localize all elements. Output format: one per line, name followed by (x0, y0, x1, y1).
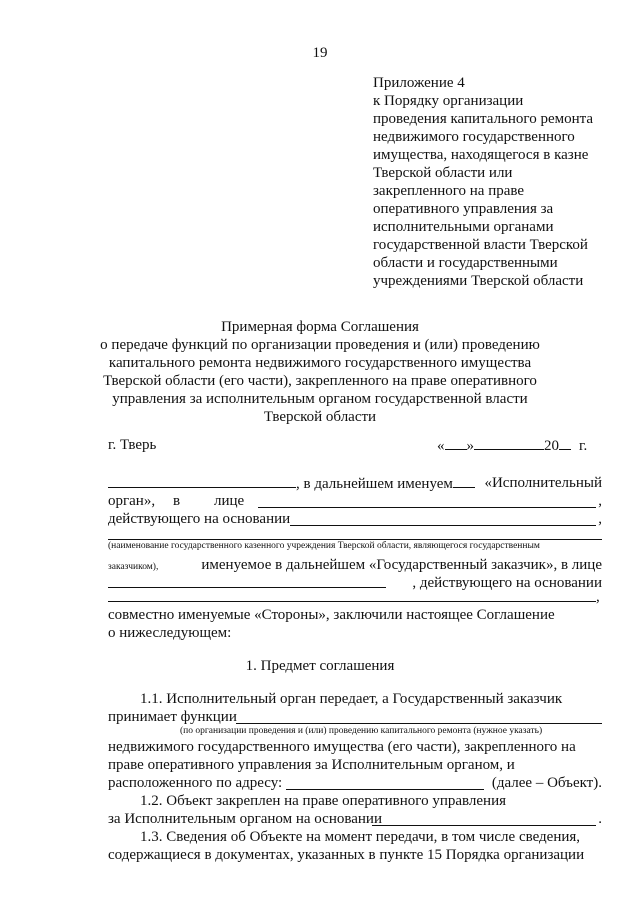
preamble-text: , в дальнейшем именуем (296, 476, 453, 492)
preamble-line-1 (108, 474, 602, 493)
preamble-line-6 (108, 606, 602, 624)
preamble-line-5 (108, 574, 602, 593)
month-blank[interactable] (474, 436, 544, 450)
year-blank[interactable] (559, 436, 571, 450)
day-blank[interactable] (445, 436, 467, 450)
clause-1-2-line-2: за Исполнительным органом на основании . (108, 811, 602, 827)
appendix-line: исполнительными органами (373, 219, 554, 235)
preamble-text: орган», (108, 493, 156, 509)
clause-text: (далее – Объект). (491, 775, 602, 791)
ownership-basis-blank[interactable] (372, 812, 596, 826)
preamble-line-7: о нижеследующем: (108, 625, 232, 641)
clause-1-1-line-3: недвижимого государственного имущества (его части), закрепленного на (108, 739, 576, 755)
clause-text: расположенного по адресу: (108, 775, 283, 791)
preamble-text: в (173, 493, 181, 509)
representative-blank[interactable] (258, 494, 596, 508)
customer-name-blank[interactable] (108, 539, 602, 540)
clause-1-1-line-5 (108, 774, 602, 792)
preamble-line-3: действующего на основании , (108, 511, 602, 527)
year-suffix: г. (579, 438, 588, 454)
functions-note: (по организации проведения и (или) проведению капитального ремонта (нужное указать) (180, 726, 543, 736)
appendix-line: Тверской области или (373, 165, 513, 181)
clause-1-3-line-2: содержащиеся в документах, указанных в пункте 15 Порядка организации (108, 847, 585, 863)
appendix-line: недвижимого государственного (373, 129, 575, 145)
title-line: капитального ремонта недвижимого государственного имущества (108, 355, 532, 371)
clause-1-1-line-4: праве оперативного управления за Исполнительным органом, и (108, 757, 515, 773)
preamble-text: действующего на основании (108, 511, 291, 527)
functions-blank[interactable] (236, 710, 602, 724)
title-line: Тверской области (263, 409, 377, 425)
preamble-line-4 (108, 556, 602, 574)
page-number: 19 (312, 45, 328, 61)
preamble-text: , действующего на основании (412, 575, 602, 591)
clause-1-2-line-1: 1.2. Объект закреплен на праве оперативного управления (140, 793, 506, 809)
title-line: Тверской области (его части), закрепленного на праве оперативного (103, 373, 537, 389)
date-close-quote: » (466, 438, 474, 454)
date-open-quote: « (437, 438, 445, 454)
document-page: 19 Приложение 4 к Порядку организации проведения капитального ремонта недвижимого государственного имущества, находящегося в казне Тверской области или закрепленного на праве оперативного управления за исполнительными органами государственной власти Тверской области и государственными учреждениями Тверской области Примерная форма Соглашения о передаче функций по организации проведения и (или) проведению капитального ремонта недвижимого государственного имущества Тверской области (его части), закрепленного на праве оперативного управления за исполнительным органом государственной власти Тверской области г. Тверь « » 20 г. , в дальнейшем именуем «Исполнительный орган», в лице , действующего на основании , (наименование государственного казенного учреждения Тверской области, являющегося государственным заказчиком), именуемое в дальнейшем «Государственный заказчик», в лице , действующего на основании , совместно именуемые «Стороны», заключили настоящее Соглашение о нижеследующем: 1. Предмет соглашения 1.1. Исполнительный орган передает, а Государственный заказчик принимает функции (по организации проведения и (или) проведению капитального ремонта (нужное указать) недвижимого государственного имущества (его части), закрепленного на праве оперативного управления за Исполнительным органом, и расположенного по адресу: (далее – Объект). 1.2. Объект закреплен на праве оперативного управления за Исполнительным органом на основании . 1.3. Сведения об Объекте на момент передачи, в том числе сведения, содержащиеся в документах, указанных в пункте 15 Порядка организации (0, 0, 640, 905)
section-heading: 1. Предмет соглашения (245, 658, 395, 674)
preamble-text: совместно именуемые «Стороны», заключили настоящее Соглашение (108, 607, 555, 623)
appendix-line: учреждениями Тверской области (373, 273, 584, 289)
appendix-line: Приложение 4 (373, 75, 465, 91)
appendix-line: имущества, находящегося в казне (373, 147, 589, 163)
title-line: о передаче функций по организации проведения и (или) проведению (100, 337, 540, 353)
appendix-line: области и государственными (373, 255, 558, 271)
clause-text: принимает функции (108, 709, 237, 725)
clause-text: за Исполнительным органом на основании (108, 811, 382, 827)
city-label: г. Тверь (108, 437, 157, 453)
basis-blank[interactable] (290, 512, 596, 526)
executive-organ-blank[interactable] (108, 474, 296, 488)
preamble-text: «Исполнительный (484, 475, 602, 491)
clause-1-1-line-2 (108, 708, 602, 726)
date-field (437, 436, 587, 455)
customer-basis-blank[interactable] (108, 601, 596, 602)
appendix-line: закрепленного на праве (373, 183, 525, 199)
suffix-blank[interactable] (453, 474, 475, 488)
clause-1-3-line-1: 1.3. Сведения об Объекте на момент передачи, в том числе сведения, (140, 829, 581, 845)
title-line: Примерная форма Соглашения (221, 319, 419, 335)
year-prefix: 20 (544, 438, 559, 454)
customer-name-note: (наименование государственного казенного учреждения Тверской области, являющегося государственным (108, 541, 540, 551)
preamble-text: именуемое в дальнейшем «Государственный заказчик», в лице (201, 557, 602, 573)
appendix-line: к Порядку организации (373, 93, 524, 109)
clause-1-1-line-1: 1.1. Исполнительный орган передает, а Государственный заказчик (140, 691, 563, 707)
title-line: управления за исполнительным органом государственной власти (112, 391, 528, 407)
appendix-line: оперативного управления за (373, 201, 554, 217)
appendix-line: проведения капитального ремонта (373, 111, 594, 127)
address-blank[interactable] (286, 776, 484, 790)
appendix-line: государственной власти Тверской (373, 237, 588, 253)
customer-representative-blank[interactable] (108, 574, 386, 588)
preamble-text: лице (214, 493, 245, 509)
customer-name-note: заказчиком), (108, 562, 159, 572)
